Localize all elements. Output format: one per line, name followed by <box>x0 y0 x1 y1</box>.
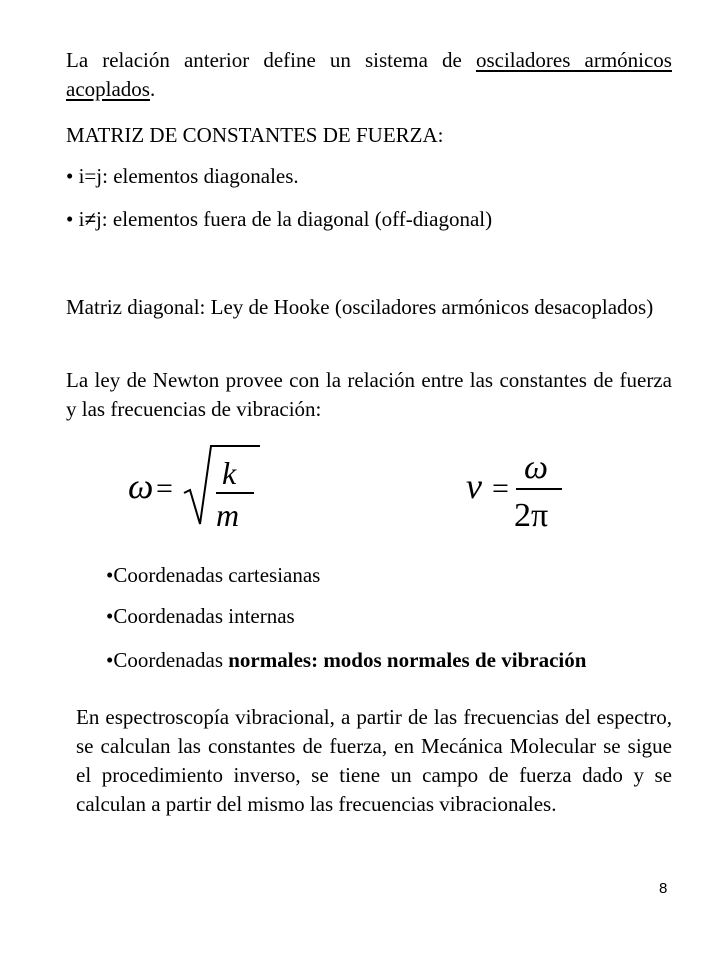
two-pi-denominator: 2π <box>514 497 549 534</box>
k-numerator: k <box>222 455 237 491</box>
intro-underlined-term: osciladores armónicos acoplados <box>66 48 672 101</box>
closing-paragraph: En espectroscopía vibracional, a partir de las frecuencias del espectro, se calculan las constantes de fuerza, en Mecánica Molecular se sigue el procedimiento inverso, se tiene un campo de fuerza dado y se calculan a partir del mismo las frecuencias vibracionales. <box>76 705 672 816</box>
nu-formula <box>462 444 572 534</box>
omega-numerator: ω <box>524 449 549 486</box>
nu-equals: = <box>492 472 509 505</box>
m-denominator: m <box>216 497 240 533</box>
coord-cartesian: •Coordenadas cartesianas <box>106 563 321 587</box>
omega-formula <box>126 438 266 534</box>
coord-normal <box>106 646 586 675</box>
coord-internal: •Coordenadas internas <box>106 604 295 628</box>
coord-normal-bold: normales: modos normales de vibración <box>228 648 587 672</box>
intro-period: . <box>149 77 156 101</box>
intro-text: La relación anterior define un sistema de <box>66 48 476 72</box>
coord-normal-plain: •Coordenadas <box>106 648 229 672</box>
bullet2-text: j: elementos fuera de la diagonal (off-diagonal) <box>95 207 493 231</box>
newton-paragraph: La ley de Newton provee con la relación entre las constantes de fuerza y las frecuencias de vibración: <box>66 368 672 421</box>
not-equal-symbol: ≠ <box>84 207 96 231</box>
bullet2-prefix: • i <box>66 207 85 231</box>
page-number: 8 <box>659 880 668 897</box>
bullet-diagonal-elements: • i=j: elementos diagonales. <box>66 164 299 188</box>
intro-paragraph <box>66 46 672 104</box>
matrix-heading: MATRIZ DE CONSTANTES DE FUERZA: <box>66 123 444 147</box>
omega-equals: = <box>156 472 173 505</box>
bullet-off-diagonal-elements <box>66 205 492 234</box>
nu-symbol: ν <box>466 466 482 506</box>
diagonal-matrix-paragraph: Matriz diagonal: Ley de Hooke (osciladores armónicos desacoplados) <box>66 295 654 319</box>
omega-symbol: ω <box>128 466 154 506</box>
